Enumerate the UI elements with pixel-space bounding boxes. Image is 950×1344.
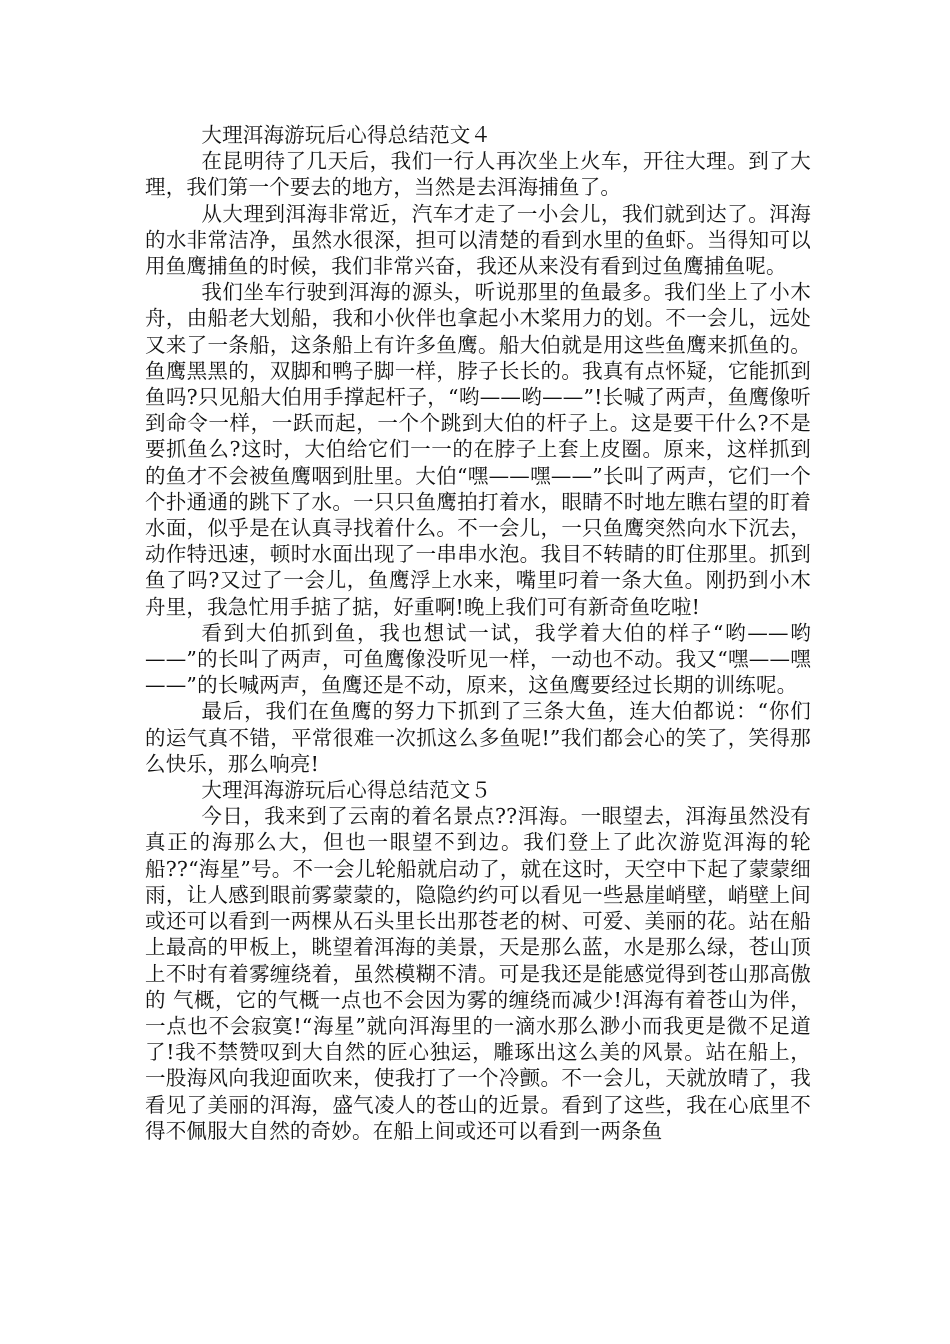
section-title-5: 大理洱海游玩后心得总结范文５ — [201, 778, 492, 803]
paragraph-5-1: 今日，我来到了云南的着名景点??洱海。一眼望去，洱海虽然没有真正的海那么大，但也一眼望不到边。我们登上了此次游览洱海的轮船??“海星”号。不一会儿轮船就启动了，就在这时，天空中下起了蒙蒙细雨，让人感到眼前雾蒙蒙的，隐隐约约可以看见一些悬崖峭壁，峭壁上间或还可以看到一两棵从石头里长出那苍老的树、可爱、美丽的花。站在船上最高的甲板上，眺望着洱海的美景，天是那么蓝，水是那么绿，苍山顶上不时有着雾缠绕着，虽然模糊不清。可是我还是能感觉得到苍山那高傲的 气概，它的气概一点也不会因为雾的缠绕而减少!洱海有着苍山为伴，一点也不会寂寞!“海星”就向洱海里的一滴水那么渺小而我更是微不足道了!我不禁赞叹到大自然的匠心独运，雕琢出这么美的风景。站在船上，一股海风向我迎面吹来，使我打了一个冷颤。不一会儿，天就放晴了，我看见了美丽的洱海，盛气凌人的苍山的近景。看到了这些，我在心底里不得不佩服大自然的奇妙。在船上间或还可以看到一两条鱼 — [145, 804, 811, 1143]
paragraph-4-4: 看到大伯抓到鱼，我也想试一试，我学着大伯的样子“哟——哟——”的长叫了两声，可鱼鹰像没听见一样，一动也不动。我又“嘿——嘿——”的长喊两声，鱼鹰还是不动，原来，这鱼鹰要经过长期的训练呢。 — [145, 620, 811, 698]
paragraph-4-1: 在昆明待了几天后，我们一行人再次坐上火车，开往大理。到了大理，我们第一个要去的地方，当然是去洱海捕鱼了。 — [145, 149, 811, 200]
paragraph-4-3: 我们坐车行驶到洱海的源头，听说那里的鱼最多。我们坐上了小木舟，由船老大划船，我和小伙伴也拿起小木桨用力的划。不一会儿，远处又来了一条船，这条船上有许多鱼鹰。船大伯就是用这些鱼鹰来抓鱼的。鱼鹰黑黑的，双脚和鸭子脚一样，脖子长长的。我真有点怀疑，它能抓到鱼吗?只见船大伯用手撑起杆子，“哟——哟——”!长喊了两声，鱼鹰像听到命令一样，一跃而起，一个个跳到大伯的杆子上。这是要干什么?不是要抓鱼么?这时，大伯给它们一一的在脖子上套上皮圈。原来，这样抓到的鱼才不会被鱼鹰咽到肚里。大伯“嘿——嘿——”长叫了两声，它们一个个扑通通的跳下了水。一只只鱼鹰拍打着水，眼睛不时地左瞧右望的盯着水面，似乎是在认真寻找着什么。不一会儿，一只鱼鹰突然向水下沉去，动作特迅速，顿时水面出现了一串串水泡。我目不转睛的盯住那里。抓到鱼了吗?又过了一会儿，鱼鹰浮上水来，嘴里叼着一条大鱼。刚扔到小木舟里，我急忙用手掂了掂，好重啊!晚上我们可有新奇鱼吃啦! — [145, 280, 811, 619]
paragraph-4-2: 从大理到洱海非常近，汽车才走了一小会儿，我们就到达了。洱海的水非常洁净，虽然水很深，担可以清楚的看到水里的鱼虾。当得知可以用鱼鹰捕鱼的时候，我们非常兴奋，我还从来没有看到过鱼鹰捕鱼呢。 — [145, 201, 811, 279]
paragraph-4-5: 最后，我们在鱼鹰的努力下抓到了三条大鱼，连大伯都说：“你们的运气真不错，平常很难一次抓这么多鱼呢!”我们都会心的笑了，笑得那么快乐，那么响亮! — [145, 699, 811, 776]
section-title-4: 大理洱海游玩后心得总结范文４ — [201, 123, 492, 147]
document-page — [145, 122, 811, 1144]
